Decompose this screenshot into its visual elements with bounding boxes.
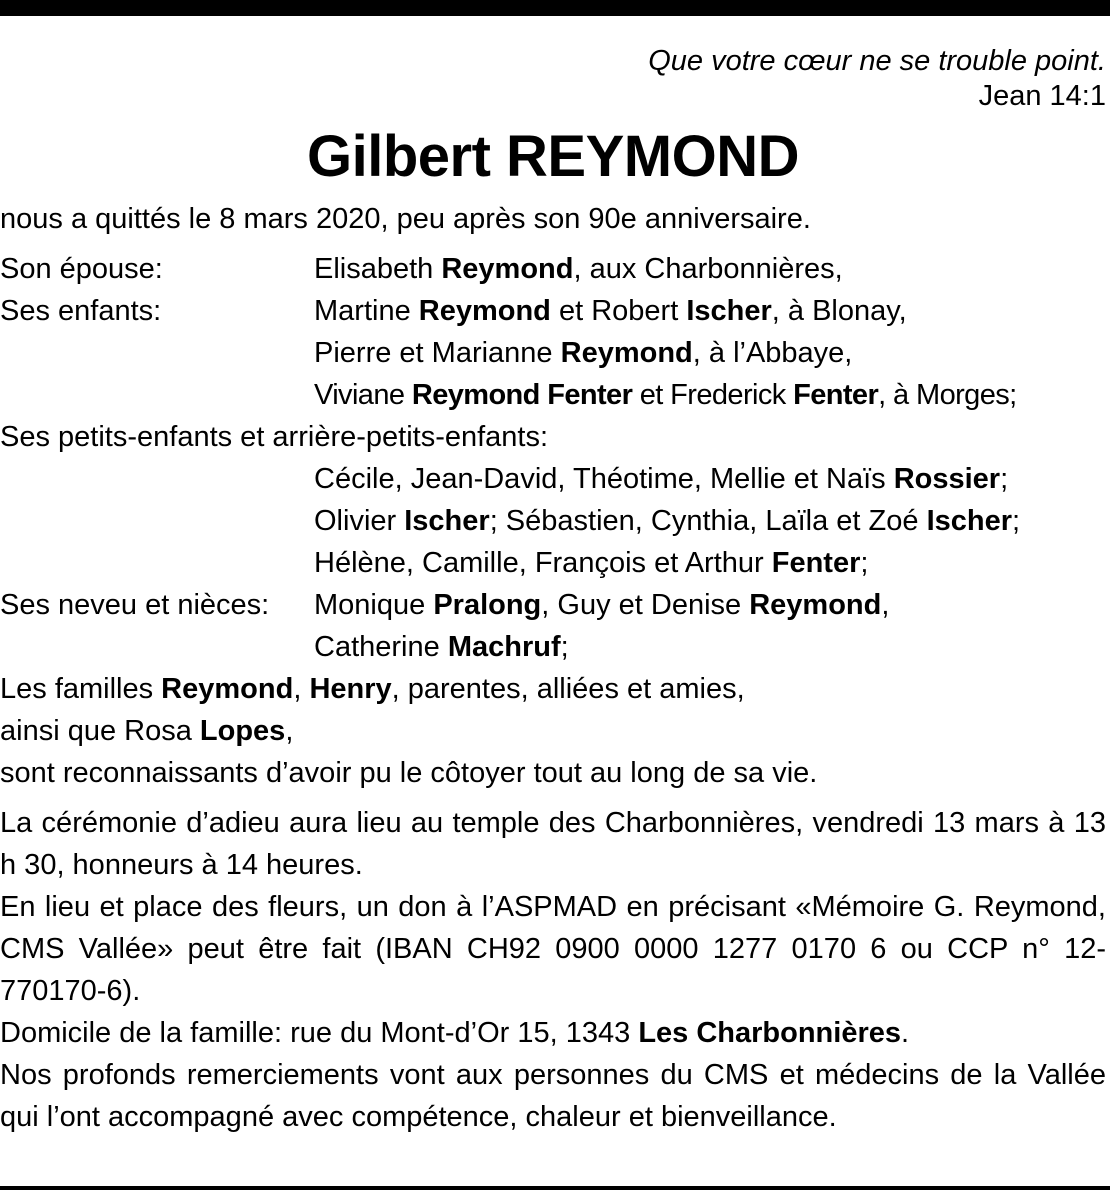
nephews-row <box>0 584 1106 626</box>
family-list <box>0 248 1106 794</box>
donation-paragraph: En lieu et place des fleurs, un don à l’ASPMAD en précisant «Mémoire G. Reymond, CMS Vallée» peut être fait (IBAN CH92 0900 0000 1277 0170 6 ou CCP n° 12-770170-6). <box>0 891 1106 1007</box>
domicile-line: Domicile de la famille: rue du Mont-d’Or 15, 1343 Les Charbonnières. <box>0 1017 910 1049</box>
children-label: Ses enfants: <box>0 295 162 327</box>
spouse-entry: Elisabeth Reymond, aux Charbonnières, <box>314 253 843 285</box>
epigraph <box>0 44 1106 114</box>
bottom-rule <box>0 1186 1110 1190</box>
top-rule <box>0 0 1110 16</box>
child-entry: Martine Reymond et Robert Ischer, à Blonay, <box>314 295 907 327</box>
grandchild-entry: Hélène, Camille, François et Arthur Fenter; <box>314 547 869 579</box>
grandchild-entry: Olivier Ischer; Sébastien, Cynthia, Laïla et Zoé Ischer; <box>314 505 1021 537</box>
spouse-label: Son épouse: <box>0 253 163 285</box>
closing-line: sont reconnaissants d’avoir pu le côtoyer tout au long de sa vie. <box>0 757 818 789</box>
rosa-line: ainsi que Rosa Lopes, <box>0 715 294 747</box>
announcement: nous a quittés le 8 mars 2020, peu après son 90e anniversaire. <box>0 203 811 235</box>
child-entry: Viviane Reymond Fenter et Frederick Fenter, à Morges; <box>314 379 1017 411</box>
thanks-paragraph: Nos profonds remerciements vont aux personnes du CMS et médecins de la Vallée qui l’ont accompagné avec compétence, chaleur et bienveillance. <box>0 1059 1106 1133</box>
deceased-name: Gilbert REYMOND <box>307 124 799 189</box>
nephew-entry: Monique Pralong, Guy et Denise Reymond, <box>314 589 890 621</box>
grandchild-entry: Cécile, Jean-David, Théotime, Mellie et Naïs Rossier; <box>314 463 1009 495</box>
grandchildren-label: Ses petits-enfants et arrière-petits-enfants: <box>0 421 549 453</box>
children-row <box>0 290 1106 332</box>
families-line: Les familles Reymond, Henry, parentes, alliées et amies, <box>0 673 745 705</box>
obituary-notice <box>0 44 1106 1138</box>
nephew-entry: Catherine Machruf; <box>314 631 569 663</box>
epigraph-reference: Jean 14:1 <box>978 80 1106 112</box>
epigraph-quote: Que votre cœur ne se trouble point. <box>648 45 1106 77</box>
spouse-row <box>0 248 1106 290</box>
ceremony-paragraph: La cérémonie d’adieu aura lieu au temple des Charbonnières, vendredi 13 mars à 13 h 30, honneurs à 14 heures. <box>0 807 1106 881</box>
child-entry: Pierre et Marianne Reymond, à l’Abbaye, <box>314 337 853 369</box>
nephews-label: Ses neveu et nièces: <box>0 589 270 621</box>
